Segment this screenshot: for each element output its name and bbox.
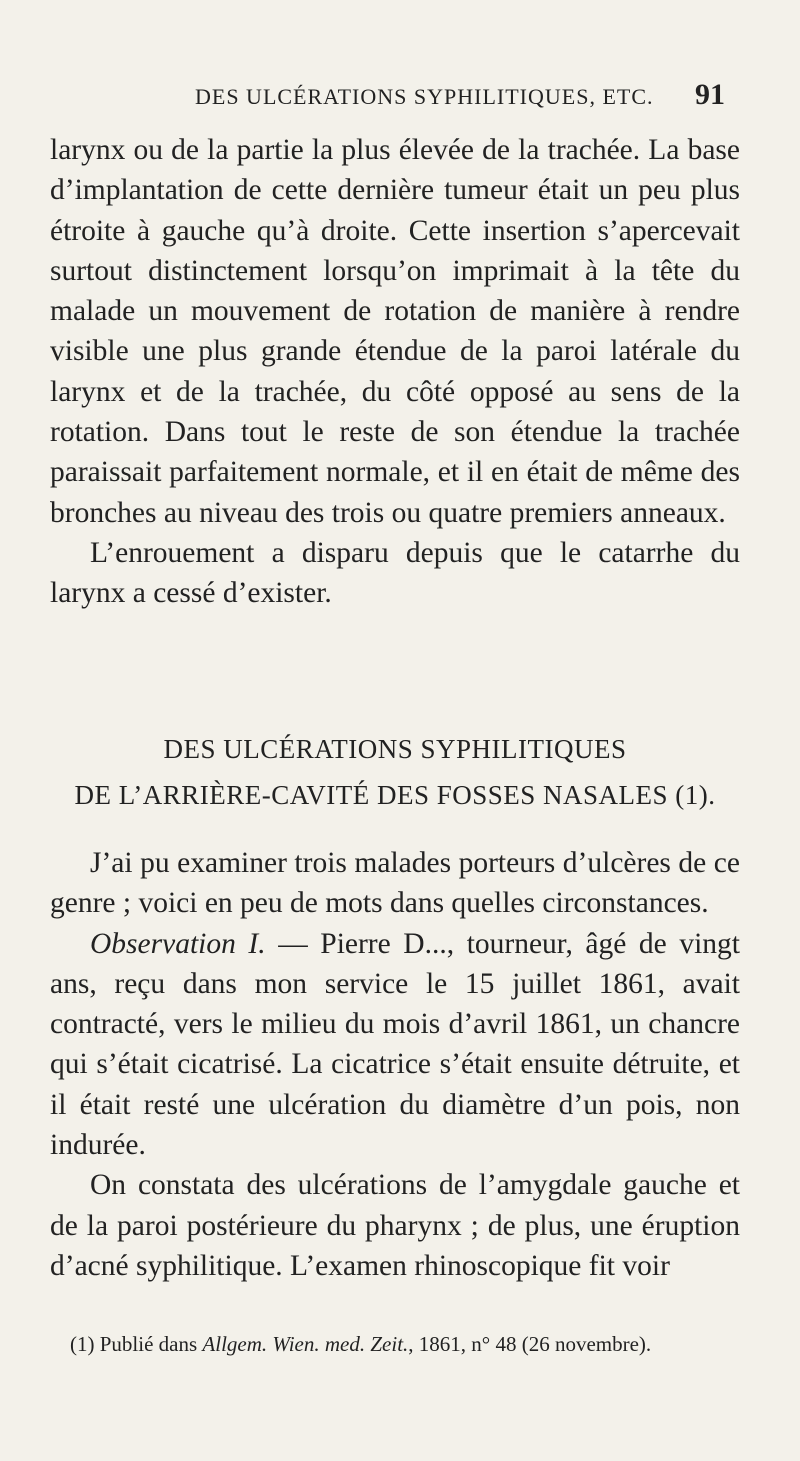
section-body: [50, 843, 740, 1286]
section-heading-line-1: DES ULCÉRATIONS SYPHILITIQUES: [163, 734, 627, 764]
running-title: DES ULCÉRATIONS SYPHILITIQUES, ETC.: [195, 84, 654, 109]
running-head: [195, 78, 725, 120]
paragraph: larynx ou de la partie la plus élevée de la trachée. La base d’implantation de cette dernière tumeur était un peu plus étroite à gauche qu’à droite. Cette insertion s’apercevait surtout distinctement lorsqu’on imprimait à la tête du malade un mouvement de rotation de manière à rendre visible une plus grande étendue de la paroi latérale du larynx et de la trachée, du côté opposé au sens de la rotation. Dans tout le reste de son étendue la trachée paraissait parfaitement normale, et il en était de même des bronches au niveau des trois ou quatre premiers anneaux.: [50, 134, 740, 529]
paragraph: L’enrouement a disparu depuis que le catarrhe du larynx a cessé d’exister.: [50, 536, 740, 610]
paragraph: J’ai pu examiner trois malades porteurs d’ulcères de ce genre ; voici en peu de mots dans quelles circonstances.: [50, 847, 740, 920]
page-number: 91: [695, 78, 725, 111]
footnote-journal: Allgem. Wien. med. Zeit.: [202, 1332, 409, 1356]
footnote: [50, 1330, 740, 1358]
paragraph: On constata des ulcérations de l’amygdale gauche et de la paroi postérieure du pharynx ; de plus, une éruption d’acné syphilitique. L’examen rhinoscopique fit voir: [50, 1169, 740, 1282]
observation-label: Observation I.: [90, 927, 266, 960]
footnote-marker: (1) Publié dans: [70, 1332, 203, 1356]
continuation-text: [50, 130, 740, 614]
footnote-rest: , 1861, n° 48 (26 novembre).: [408, 1332, 652, 1356]
observation-paragraph: [50, 924, 740, 1166]
section-heading-line-2: DE L’ARRIÈRE-CAVITÉ DES FOSSES NASALES (1).: [74, 780, 716, 810]
observation-text: — Pierre D..., tourneur, âgé de vingt ans, reçu dans mon service le 15 juillet 1861, avait contracté, vers le milieu du mois d’avril 1861, un chancre qui s’était cicatrisé. La cicatrice s’était ensuite détruite, et il était resté une ulcération du diamètre d’un pois, non indurée.: [50, 927, 740, 1162]
